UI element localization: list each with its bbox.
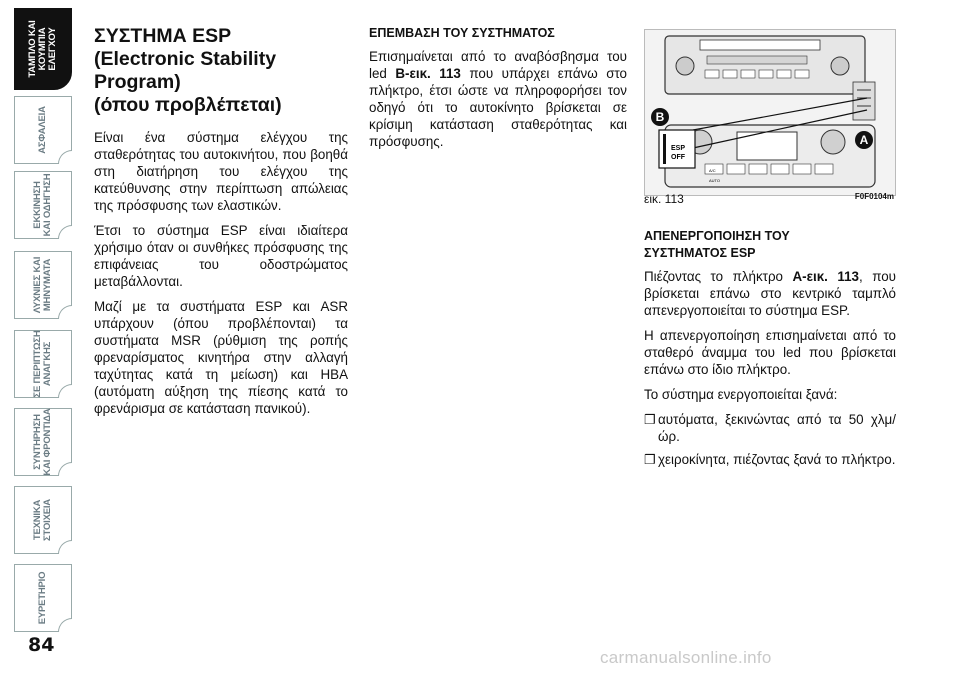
- paragraph: Έτσι το σύστημα ESP είναι ιδιαίτερα χρήσιμο όταν οι συνθήκες πρόσφυσης της επιφάνειας του οδοστρώματος μεταβάλλονται.: [94, 223, 348, 289]
- callout-b: B: [651, 108, 669, 126]
- tab-label: ΛΥΧΝΙΕΣ ΚΑΙ ΜΗΝΥΜΑΤΑ: [32, 256, 53, 314]
- title-line: (όπου προβλέπεται): [94, 94, 282, 116]
- title-line: Program): [94, 71, 181, 93]
- title-line: ΣΥΣΤΗΜΑ ESP: [94, 25, 232, 47]
- tab-label: ΕΥΡΕΤΗΡΙΟ: [37, 571, 48, 625]
- section-heading: ΑΠΕΝΕΡΓΟΠΟΙΗΣΗ ΤΟΥ ΣΥΣΤΗΜΑΤΟΣ ESP: [644, 229, 790, 260]
- tab-label: ΑΣΦΑΛΕΙΑ: [37, 106, 48, 154]
- list-item: ❒ αυτόματα, ξεκινώντας από τα 50 χλμ/ώρ.: [644, 412, 896, 444]
- paragraph: Πιέζοντας το πλήκτρο A-εικ. 113, που βρίσκεται επάνω στο κεντρικό ταμπλό απενεργοποιείται το σύστημα ESP.: [644, 269, 897, 318]
- tab-dashboard-controls[interactable]: [14, 8, 72, 90]
- dashboard-figure: [644, 29, 896, 196]
- page-title: [94, 25, 348, 117]
- paragraph: Η απενεργοποίηση επισημαίνεται από το σταθερό άναμμα του led που βρίσκεται επάνω στο ίδιο πλήκτρο.: [644, 328, 896, 377]
- tab-safety[interactable]: [14, 96, 72, 164]
- off-label: OFF: [671, 154, 685, 161]
- tab-label: ΤΑΜΠΛΟ ΚΑΙ ΚΟΥΜΠΙΑ ΕΛΕΓΧΟΥ: [27, 20, 58, 78]
- figure-reference: B-εικ. 113: [395, 66, 461, 81]
- tab-index[interactable]: [14, 564, 72, 632]
- right-column: [644, 228, 896, 474]
- tab-maintenance[interactable]: [14, 408, 72, 476]
- checkbox-bullet-icon: ❒: [644, 412, 656, 427]
- title-line: (Electronic Stability: [94, 48, 277, 70]
- tab-emergency[interactable]: [14, 330, 72, 398]
- esp-label: ESP: [671, 145, 686, 152]
- list-item: ❒ χειροκίνητα, πιέζοντας ξανά το πλήκτρο.: [644, 452, 896, 467]
- tab-starting-driving[interactable]: [14, 171, 72, 239]
- callout-a: A: [855, 131, 873, 149]
- left-column: [94, 25, 348, 425]
- checkbox-bullet-icon: ❒: [644, 452, 656, 467]
- paragraph: Το σύστημα ενεργοποιείται ξανά:: [644, 387, 838, 402]
- center-console-illustration: [645, 30, 896, 196]
- figure-reference: A-εικ. 113: [792, 269, 859, 284]
- figure-code: F0F0104m: [854, 192, 894, 201]
- tab-label: ΕΚΚΙΝΗΣΗ ΚΑΙ ΟΔΗΓΗΣΗ: [32, 173, 53, 237]
- ac-label: A/C: [709, 168, 716, 173]
- section-heading: ΕΠΕΜΒΑΣΗ ΤΟΥ ΣΥΣΤΗΜΑΤΟΣ: [369, 26, 555, 40]
- tab-label: ΤΕΧΝΙΚΑ ΣΤΟΙΧΕΙΑ: [32, 499, 53, 541]
- auto-label: AUTO: [709, 178, 721, 183]
- page-number: 84: [28, 634, 55, 656]
- figure-caption: [644, 192, 896, 206]
- tab-technical-data[interactable]: [14, 486, 72, 554]
- paragraph: Επισημαίνεται από το αναβόσβησμα του led B-εικ. 113 που υπάρχει επάνω στο πλήκτρο, έτσι ώστε να πληροφορήσει τον οδηγό ότι το αυτοκίνητο βρίσκεται σε κρίσιμη κατάσταση σταθερότητας και πρόσφυσης.: [369, 49, 628, 149]
- middle-column: [369, 25, 627, 158]
- tab-label: ΣΥΝΤΗΡΗΣΗ ΚΑΙ ΦΡΟΝΤΙΔΑ: [32, 408, 53, 476]
- watermark[interactable]: carmanualsonline.info: [600, 648, 772, 667]
- tab-label: ΣΕ ΠΕΡΙΠΤΩΣΗ ΑΝΑΓΚΗΣ: [32, 330, 53, 398]
- caption-text: εικ. 113: [644, 192, 684, 206]
- paragraph: Μαζί με τα συστήματα ESP και ASR υπάρχουν (όπου προβλέπονται) τα συστήματα MSR (ρύθμιση της ροπής φρεναρίσματος κινητήρα στην αλλαγή ταχύτητας κατά τη μείωση) και HBA (αυτόματη αύξηση της πίεσης κατά το φρενάρισμα σε κατάσταση πανικού).: [94, 299, 348, 416]
- tab-warning-lights[interactable]: [14, 251, 72, 319]
- paragraph: Είναι ένα σύστημα ελέγχου της σταθερότητας του αυτοκινήτου, που βοηθά στη διατήρηση του ελέγχου της κατεύθυνσης στην περίπτωση απώλειας της πρόσφυσης των ελαστικών.: [94, 130, 348, 213]
